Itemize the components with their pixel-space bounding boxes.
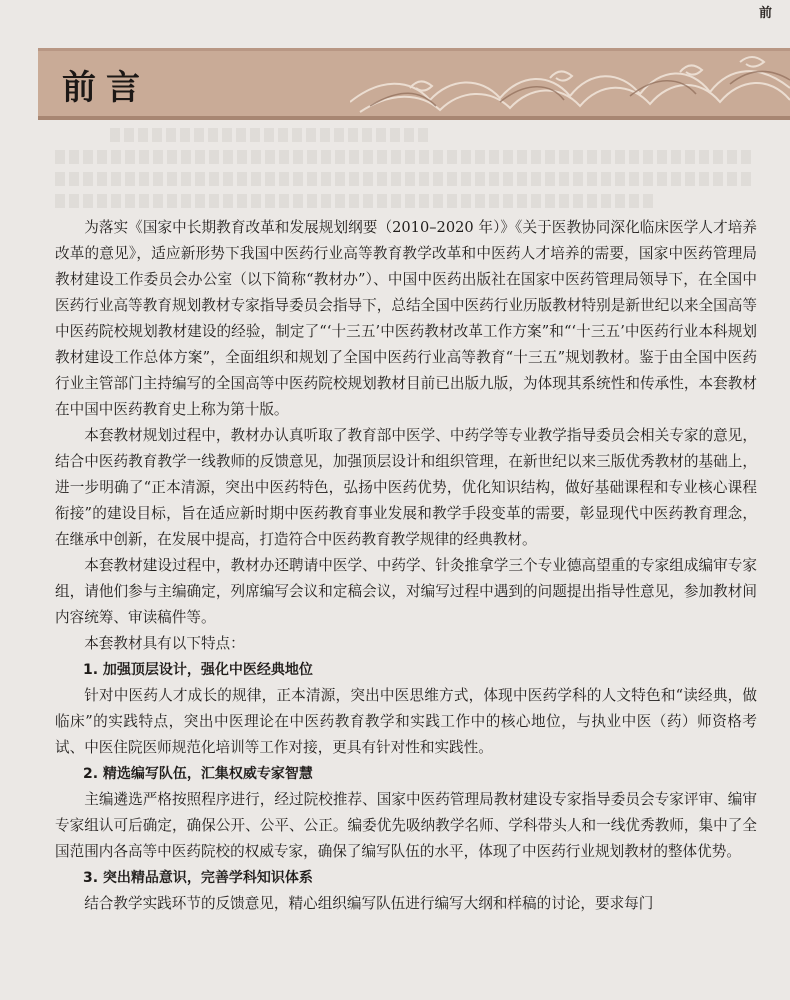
section-body: 针对中医药人才成长的规律，正本清源，突出中医思维方式，体现中医药学科的人文特色和“读经典，做临床”的实践特点，突出中医理论在中医药教育教学和实践工作中的核心地位，与执业中医（药）师资格考试、中医住院医师规范化培训等工作对接，更具有针对性和实践性。 (55, 687, 757, 756)
bleed-through-line (55, 172, 755, 186)
running-header-label: 前 (758, 6, 772, 21)
page-title: 前言 (62, 68, 150, 108)
section-body: 主编遴选严格按照程序进行，经过院校推荐、国家中医药管理局教材建设专家指导委员会专家评审、编审专家组认可后确定，确保公开、公平、公正。编委优先吸纳教学名师、学科带头人和一线优秀教师，集中了全国范围内各高等中医药院校的权威专家，确保了编写队伍的水平，体现了中医药行业规划教材的整体优势。 (55, 791, 757, 860)
preface-body (55, 215, 757, 917)
bleed-through-line (55, 150, 755, 164)
section-body: 结合教学实践环节的反馈意见，精心组织编写队伍进行编写大纲和样稿的讨论，要求每门 (84, 895, 654, 912)
paragraph: 本套教材具有以下特点： (84, 635, 245, 652)
bleed-through-line (55, 194, 655, 208)
section-heading: 3. 突出精品意识，完善学科知识体系 (83, 870, 313, 886)
section-heading: 2. 精选编写队伍，汇集权威专家智慧 (83, 766, 313, 782)
wave-pattern-decoration (350, 48, 790, 120)
banner-bottom-rule (38, 116, 790, 120)
title-banner (38, 48, 790, 120)
paragraph: 为落实《国家中长期教育改革和发展规划纲要（2010–2020 年）》《关于医教协同深化临床医学人才培养改革的意见》，适应新形势下我国中医药行业高等教育教学改革和中医药人才培养的需要，国家中医药管理局教材建设工作委员会办公室（以下简称“教材办”）、中国中医药出版社在国家中医药管理局领导下，在全国中医药行业高等教育规划教材专家指导委员会指导下，总结全国中医药行业历版教材特别是新世纪以来全国高等中医药院校规划教材建设的经验，制定了“‘十三五’中医药教材改革工作方案”和“‘十三五’中医药行业本科规划教材建设工作总体方案”，全面组织和规划了全国中医药行业高等教育“十三五”规划教材。鉴于由全国中医药行业主管部门主持编写的全国高等中医药院校规划教材目前已出版九版，为体现其系统性和传承性，本套教材在中国中医药教育史上称为第十版。 (55, 219, 757, 418)
paragraph: 本套教材建设过程中，教材办还聘请中医学、中药学、针灸推拿学三个专业德高望重的专家组成编审专家组，请他们参与主编确定，列席编写会议和定稿会议，对编写过程中遇到的问题提出指导性意见，参加教材间内容统筹、审读稿件等。 (55, 557, 757, 626)
section-heading: 1. 加强顶层设计，强化中医经典地位 (83, 662, 313, 678)
bleed-through-line (110, 128, 430, 142)
paragraph: 本套教材规划过程中，教材办认真听取了教育部中医学、中药学等专业教学指导委员会相关专家的意见，结合中医药教育教学一线教师的反馈意见，加强顶层设计和组织管理，在新世纪以来三版优秀教材的基础上，进一步明确了“正本清源，突出中医药特色，弘扬中医药优势，优化知识结构，做好基础课程和专业核心课程衔接”的建设目标，旨在适应新时期中医药教育事业发展和教学手段变革的需要，彰显现代中医药教育理念，在继承中创新，在发展中提高，打造符合中医药教育教学规律的经典教材。 (55, 427, 757, 548)
